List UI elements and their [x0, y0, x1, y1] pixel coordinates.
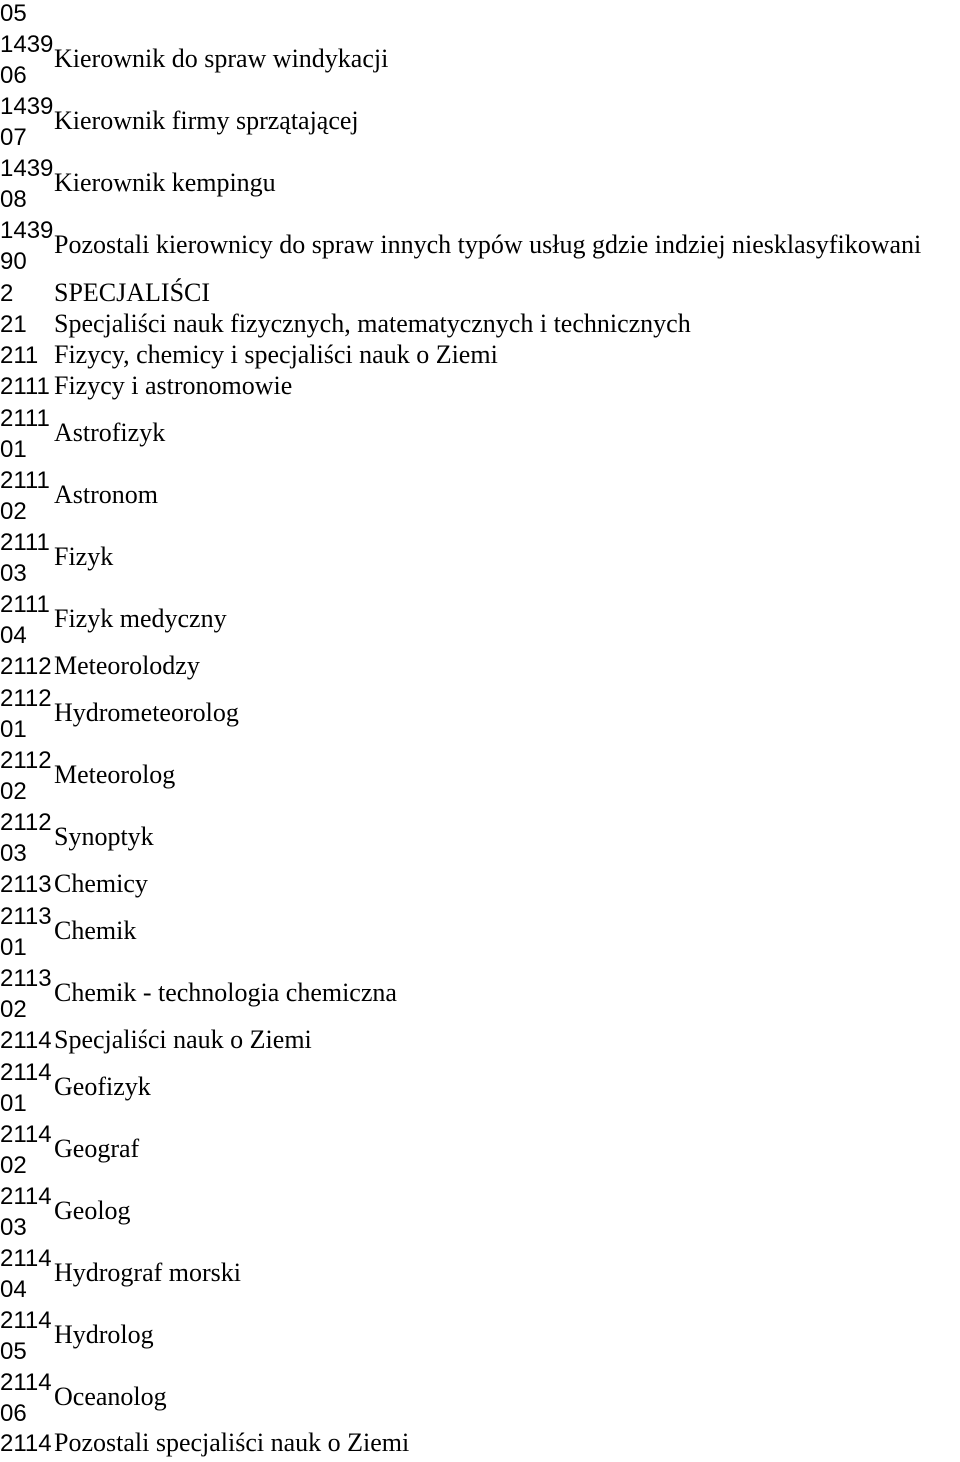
occupation-label: Chemik — [54, 916, 137, 945]
code-line: 01 — [0, 716, 27, 743]
occupation-label: Hydrograf morski — [54, 1258, 242, 1287]
code-line: 2113 — [0, 871, 52, 898]
occupation-label: SPECJALIŚCI — [54, 278, 211, 307]
code-line: 2113 — [0, 965, 52, 992]
code-line: 2111 — [0, 405, 50, 432]
occupation-label: Kierownik do spraw windykacji — [54, 44, 389, 73]
code-line: 2111 — [0, 467, 50, 494]
code-line: 04 — [0, 622, 27, 649]
code-line: 06 — [0, 62, 27, 89]
code-line: 2114 — [0, 1307, 52, 1334]
occupation-label: Synoptyk — [54, 822, 154, 851]
occupation-label: Kierownik firmy sprzątającej — [54, 106, 359, 135]
code-line: 2114 — [0, 1245, 52, 1272]
occupation-label: Oceanolog — [54, 1382, 167, 1411]
code-line: 02 — [0, 498, 27, 525]
code-line: 2114 — [0, 1430, 52, 1457]
code-line: 01 — [0, 436, 27, 463]
occupation-label: Pozostali kierownicy do spraw innych typów usług gdzie indziej niesklasyfikowani — [54, 230, 922, 259]
code-line: 2114 — [0, 1059, 52, 1086]
occupation-label: Fizyk medyczny — [54, 604, 227, 633]
code-line: 01 — [0, 934, 27, 961]
code-line: 90 — [0, 248, 27, 275]
code-line: 1439 — [0, 31, 54, 58]
occupation-label: Meteorolodzy — [54, 651, 200, 680]
occupation-label: Geograf — [54, 1134, 140, 1163]
code-line: 211 — [0, 342, 39, 369]
occupation-label: Chemicy — [54, 869, 148, 898]
occupation-label: Hydrometeorolog — [54, 698, 239, 727]
code-line: 2111 — [0, 373, 50, 400]
code-line: 1439 — [0, 217, 54, 244]
code-line: 2114 — [0, 1027, 52, 1054]
code-line: 2112 — [0, 685, 52, 712]
code-line: 07 — [0, 124, 27, 151]
occupation-label: Fizycy, chemicy i specjaliści nauk o Ziemi — [54, 340, 498, 369]
occupation-label: Kierownik kempingu — [54, 168, 276, 197]
occupation-label: Geolog — [54, 1196, 131, 1225]
code-line: 08 — [0, 186, 27, 213]
code-line: 1439 — [0, 93, 54, 120]
occupation-label: Meteorolog — [54, 760, 176, 789]
code-line: 03 — [0, 840, 27, 867]
code-line: 06 — [0, 1400, 27, 1427]
occupation-label: Specjaliści nauk o Ziemi — [54, 1025, 312, 1054]
code-line: 01 — [0, 1090, 27, 1117]
occupation-label: Specjaliści nauk fizycznych, matematycznych i technicznych — [54, 309, 691, 338]
code-line: 02 — [0, 996, 27, 1023]
code-line: 2112 — [0, 747, 52, 774]
code-line: 1439 — [0, 155, 54, 182]
code-line: 2112 — [0, 653, 52, 680]
occupation-label: Astrofizyk — [54, 418, 166, 447]
occupation-label: Pozostali specjaliści nauk o Ziemi — [54, 1428, 410, 1457]
code-line: 04 — [0, 1276, 27, 1303]
occupation-label: Fizycy i astronomowie — [54, 371, 293, 400]
code-line: 03 — [0, 560, 27, 587]
code-line: 2113 — [0, 903, 52, 930]
occupation-label: Fizyk — [54, 542, 114, 571]
code-line: 2111 — [0, 591, 50, 618]
code-line: 2114 — [0, 1121, 52, 1148]
code-line: 05 — [0, 0, 27, 27]
code-line: 02 — [0, 778, 27, 805]
occupation-label: Astronom — [54, 480, 158, 509]
occupation-label: Chemik - technologia chemiczna — [54, 978, 397, 1007]
occupation-label: Geofizyk — [54, 1072, 151, 1101]
code-line: 2111 — [0, 529, 50, 556]
code-line: 2112 — [0, 809, 52, 836]
code-line: 03 — [0, 1214, 27, 1241]
code-line: 2114 — [0, 1369, 52, 1396]
code-line: 02 — [0, 1152, 27, 1179]
code-line: 2 — [0, 280, 14, 307]
occupation-label: Hydrolog — [54, 1320, 154, 1349]
code-line: 21 — [0, 311, 27, 338]
code-line: 05 — [0, 1338, 27, 1365]
code-line: 2114 — [0, 1183, 52, 1210]
